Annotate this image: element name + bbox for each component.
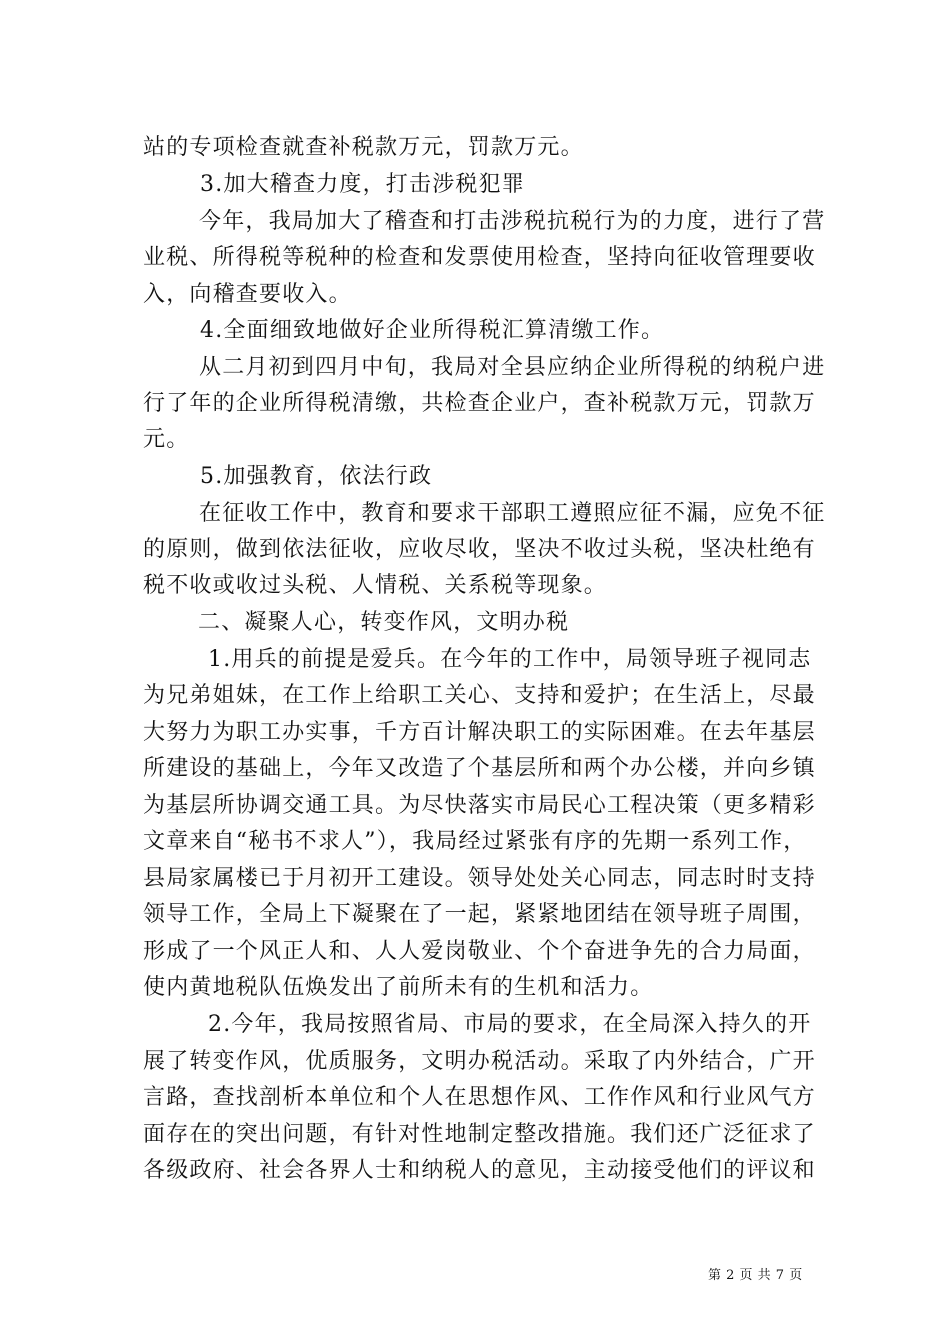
text-line: 在征收工作中，教育和要求干部职工遵照应征不漏，应免不征 <box>199 501 826 526</box>
text-line: 行了年的企业所得税清缴，共检查企业户，查补税款万元，罚款万 <box>143 391 816 416</box>
text-line: 县局家属楼已于月初开工建设。领导处处关心同志，同志时时支持 <box>143 866 816 891</box>
text-line: 言路，查找剖析本单位和个人在思想作风、工作作风和行业风气方 <box>143 1085 816 1110</box>
text-line: 从二月初到四月中旬，我局对全县应纳企业所得税的纳税户进 <box>199 355 826 380</box>
text-line: 为兄弟姐妹，在工作上给职工关心、支持和爱护；在生活上，尽最 <box>143 683 816 708</box>
text-line: 大努力为职工办实事，千方百计解决职工的实际困难。在去年基层 <box>143 720 816 745</box>
text-line: 的原则，做到依法征收，应收尽收，坚决不收过头税，坚决杜绝有 <box>143 537 816 562</box>
text-line: 为基层所协调交通工具。为尽快落实市局民心工程决策（更多精彩 <box>143 793 816 818</box>
text-line: 入，向稽查要收入。 <box>143 282 352 307</box>
text-line: 面存在的突出问题，有针对性地制定整改措施。我们还广泛征求了 <box>143 1122 816 1147</box>
text-line: 站的专项检查就查补税款万元，罚款万元。 <box>143 135 584 160</box>
text-line: 所建设的基础上，今年又改造了个基层所和两个办公楼，并向乡镇 <box>143 756 816 781</box>
page-number: 第 2 页 共 7 页 <box>708 1268 803 1283</box>
text-line: 税不收或收过头税、人情税、关系税等现象。 <box>143 573 608 598</box>
text-line: 领导工作，全局上下凝聚在了一起，紧紧地团结在领导班子周围， <box>143 902 816 927</box>
text-line: 文章来自“秘书不求人”），我局经过紧张有序的先期一系列工作， <box>143 829 807 854</box>
section-heading: 二、凝聚人心，转变作风，文明办税 <box>198 610 570 635</box>
section-heading: 4.全面细致地做好企业所得税汇算清缴工作。 <box>200 318 665 343</box>
text-line: 业税、所得税等税种的检查和发票使用检查，坚持向征收管理要收 <box>143 245 816 270</box>
text-line: 元。 <box>143 427 190 452</box>
text-line: 2.今年，我局按照省局、市局的要求，在全局深入持久的开 <box>208 1012 812 1037</box>
section-heading: 3.加大稽查力度，打击涉税犯罪 <box>200 172 525 197</box>
section-heading: 5.加强教育，依法行政 <box>200 464 433 489</box>
text-line: 展了转变作风，优质服务，文明办税活动。采取了内外结合，广开 <box>143 1049 816 1074</box>
text-line: 形成了一个风正人和、人人爱岗敬业、个个奋进争先的合力局面， <box>143 939 816 964</box>
text-line: 使内黄地税队伍焕发出了前所未有的生机和活力。 <box>143 975 654 1000</box>
text-line: 今年，我局加大了稽查和打击涉税抗税行为的力度，进行了营 <box>199 209 826 234</box>
text-line: 各级政府、社会各界人士和纳税人的意见，主动接受他们的评议和 <box>143 1158 816 1183</box>
text-line: 1.用兵的前提是爱兵。在今年的工作中，局领导班子视同志 <box>208 647 812 672</box>
